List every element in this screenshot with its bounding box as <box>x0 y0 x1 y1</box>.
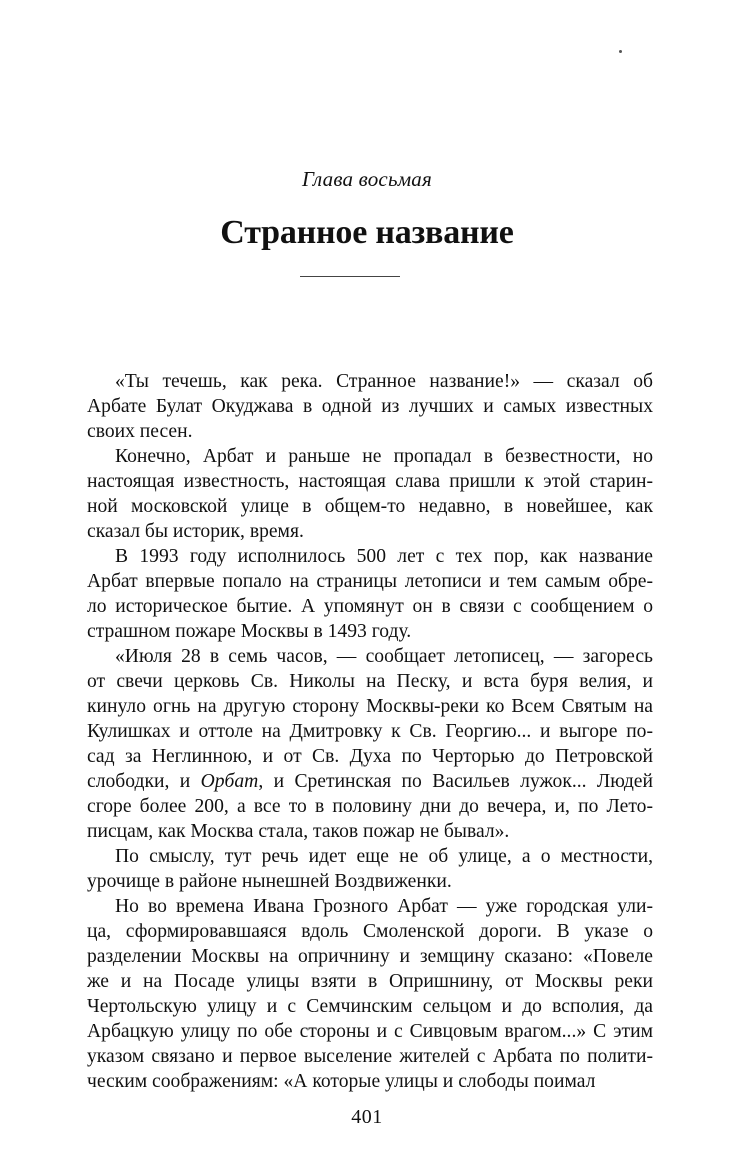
text-line: «Июля 28 в семь часов, — сообщает летописец, — загоресь <box>115 646 653 667</box>
text-line: слободки, и Орбат, и Сретинская по Васильев лужок... Людей <box>87 771 653 792</box>
text-line: сказал бы историк, время. <box>87 521 304 542</box>
text-line: ной московской улице в общем-то недавно, в новейшее, как <box>87 496 653 517</box>
paragraph <box>87 544 653 644</box>
paragraph <box>87 444 653 544</box>
text-line: Кулишках и оттоле на Дмитровку к Св. Георгию... и выгоре по- <box>87 721 653 742</box>
text-line: Чертольскую улицу и с Семчинским сельцом и до всполия, да <box>87 996 653 1017</box>
text-line: Арбат впервые попало на страницы летописи и тем самым обре- <box>87 571 653 592</box>
text-line: Конечно, Арбат и раньше не пропадал в безвестности, но <box>115 446 653 467</box>
chapter-title: Странное название <box>220 214 514 251</box>
body-text <box>87 369 653 1094</box>
text-line: В 1993 году исполнилось 500 лет с тех пор, как название <box>115 546 653 567</box>
text-line: указом связано и первое выселение жителей с Арбата по полити- <box>87 1046 653 1067</box>
text-line: своих песен. <box>87 421 193 442</box>
title-divider <box>300 276 400 277</box>
chapter-label: Глава восьмая <box>302 167 432 191</box>
text-line: ца, сформировавшаяся вдоль Смоленской дороги. В указе о <box>87 921 653 942</box>
text-line: же и на Посаде улицы взяти в Опришнину, от Москвы реки <box>87 971 653 992</box>
text-line: «Ты течешь, как река. Странное название!» — сказал об <box>115 371 653 392</box>
text-line: урочище в районе нынешней Воздвиженки. <box>87 871 452 892</box>
text-line: кинуло огнь на другую сторону Москвы-реки ко Всем Святым на <box>87 696 653 717</box>
paragraph <box>87 644 653 844</box>
emphasized-word: Орбат <box>200 771 259 792</box>
text-line: сгоре более 200, а все то в половину дни до вечера, и, по Лето- <box>87 796 653 817</box>
paragraph <box>87 369 653 444</box>
text-line: писцам, как Москва стала, таков пожар не бывал». <box>87 821 510 842</box>
text-line: страшном пожаре Москвы в 1493 году. <box>87 621 412 642</box>
text-line: от свечи церковь Св. Николы на Песку, и вста буря велия, и <box>87 671 653 692</box>
paragraph <box>87 894 653 1094</box>
text-line: По смыслу, тут речь идет еще не об улице, а о местности, <box>115 846 653 867</box>
text-line: настоящая известность, настоящая слава пришли к этой старин- <box>87 471 653 492</box>
text-line: разделении Москвы на опричнину и земщину сказано: «Повеле <box>87 946 653 967</box>
page-number: 401 <box>351 1106 383 1128</box>
paragraph <box>87 844 653 894</box>
text-line: Арбате Булат Окуджава в одной из лучших и самых известных <box>87 396 653 417</box>
text-line: ческим соображениям: «А которые улицы и слободы поимал <box>87 1071 596 1092</box>
text-line: Арбацкую улицу по обе стороны и с Сивцовым врагом...» С этим <box>87 1021 653 1042</box>
print-speck <box>619 50 622 53</box>
text-line: Но во времена Ивана Грозного Арбат — уже городская ули- <box>115 896 653 917</box>
text-line: ло историческое бытие. А упомянут он в связи с сообщением о <box>87 596 653 617</box>
text-line: сад за Неглинною, и от Св. Духа по Черторью до Петровской <box>87 746 653 767</box>
